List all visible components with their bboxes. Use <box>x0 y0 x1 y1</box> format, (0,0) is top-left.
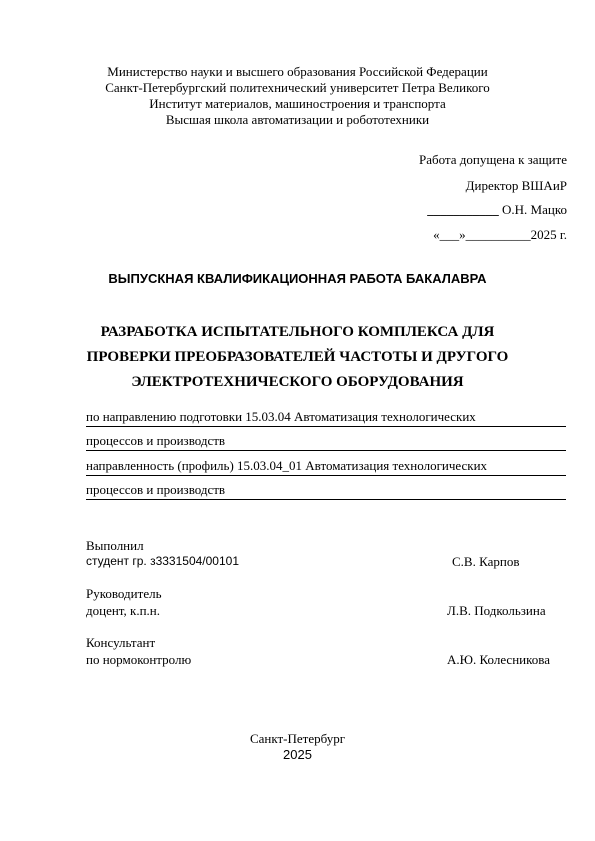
performer-name: С.В. Карпов <box>452 554 520 569</box>
supervisor-name: Л.В. Подкользина <box>447 603 546 618</box>
approval-signature-line <box>427 202 567 218</box>
consultant-role: Консультант <box>86 635 156 650</box>
direction-value-2: процессов и производств <box>86 433 226 448</box>
profile-row-1 <box>86 458 566 476</box>
consultant-position: по нормоконтролю <box>86 652 192 667</box>
direction-row-1 <box>86 409 566 427</box>
direction-row-2 <box>86 433 566 451</box>
profile-row-2 <box>86 482 566 500</box>
approval-date-line: «___»__________2025 г. <box>433 227 567 242</box>
approval-director-title: Директор ВШАиР <box>465 178 567 193</box>
supervisor-position: доцент, к.п.н. <box>86 603 160 618</box>
year: 2025 <box>283 747 312 762</box>
consultant-name: А.Ю. Колесникова <box>447 652 551 667</box>
performer-group: студент гр. з3331504/00101 <box>86 554 240 568</box>
direction-value-1: 15.03.04 Автоматизация технологических <box>245 409 476 424</box>
city: Санкт-Петербург <box>249 731 346 746</box>
university-line: Санкт-Петербургский политехнический университет Петра Великого <box>105 80 490 95</box>
profile-value-2: процессов и производств <box>86 482 226 497</box>
signature-blank: ___________ <box>427 202 499 217</box>
topic-line-1: РАЗРАБОТКА ИСПЫТАТЕЛЬНОГО КОМПЛЕКСА ДЛЯ <box>100 324 495 340</box>
approval-admitted: Работа допущена к защите <box>418 152 567 167</box>
school-line: Высшая школа автоматизации и робототехники <box>165 112 430 127</box>
performer-role: Выполнил <box>86 538 144 553</box>
profile-label: направленность (профиль) <box>86 458 238 473</box>
topic-line-3: ЭЛЕКТРОТЕХНИЧЕСКОГО ОБОРУДОВАНИЯ <box>131 374 464 390</box>
institute-line: Институт материалов, машиностроения и транспорта <box>149 96 446 111</box>
ministry-line: Министерство науки и высшего образования Российской Федерации <box>107 64 488 79</box>
topic-line-2: ПРОВЕРКИ ПРЕОБРАЗОВАТЕЛЕЙ ЧАСТОТЫ И ДРУГОГО <box>86 349 509 365</box>
supervisor-role: Руководитель <box>86 586 162 601</box>
ministry-header <box>0 64 595 128</box>
thesis-topic <box>0 320 595 395</box>
direction-label: по направлению подготовки <box>86 409 246 424</box>
work-type-title: ВЫПУСКНАЯ КВАЛИФИКАЦИОННАЯ РАБОТА БАКАЛАВРА <box>108 271 487 286</box>
profile-value-1: 15.03.04_01 Автоматизация технологических <box>237 458 488 473</box>
director-name: О.Н. Мацко <box>502 202 567 217</box>
